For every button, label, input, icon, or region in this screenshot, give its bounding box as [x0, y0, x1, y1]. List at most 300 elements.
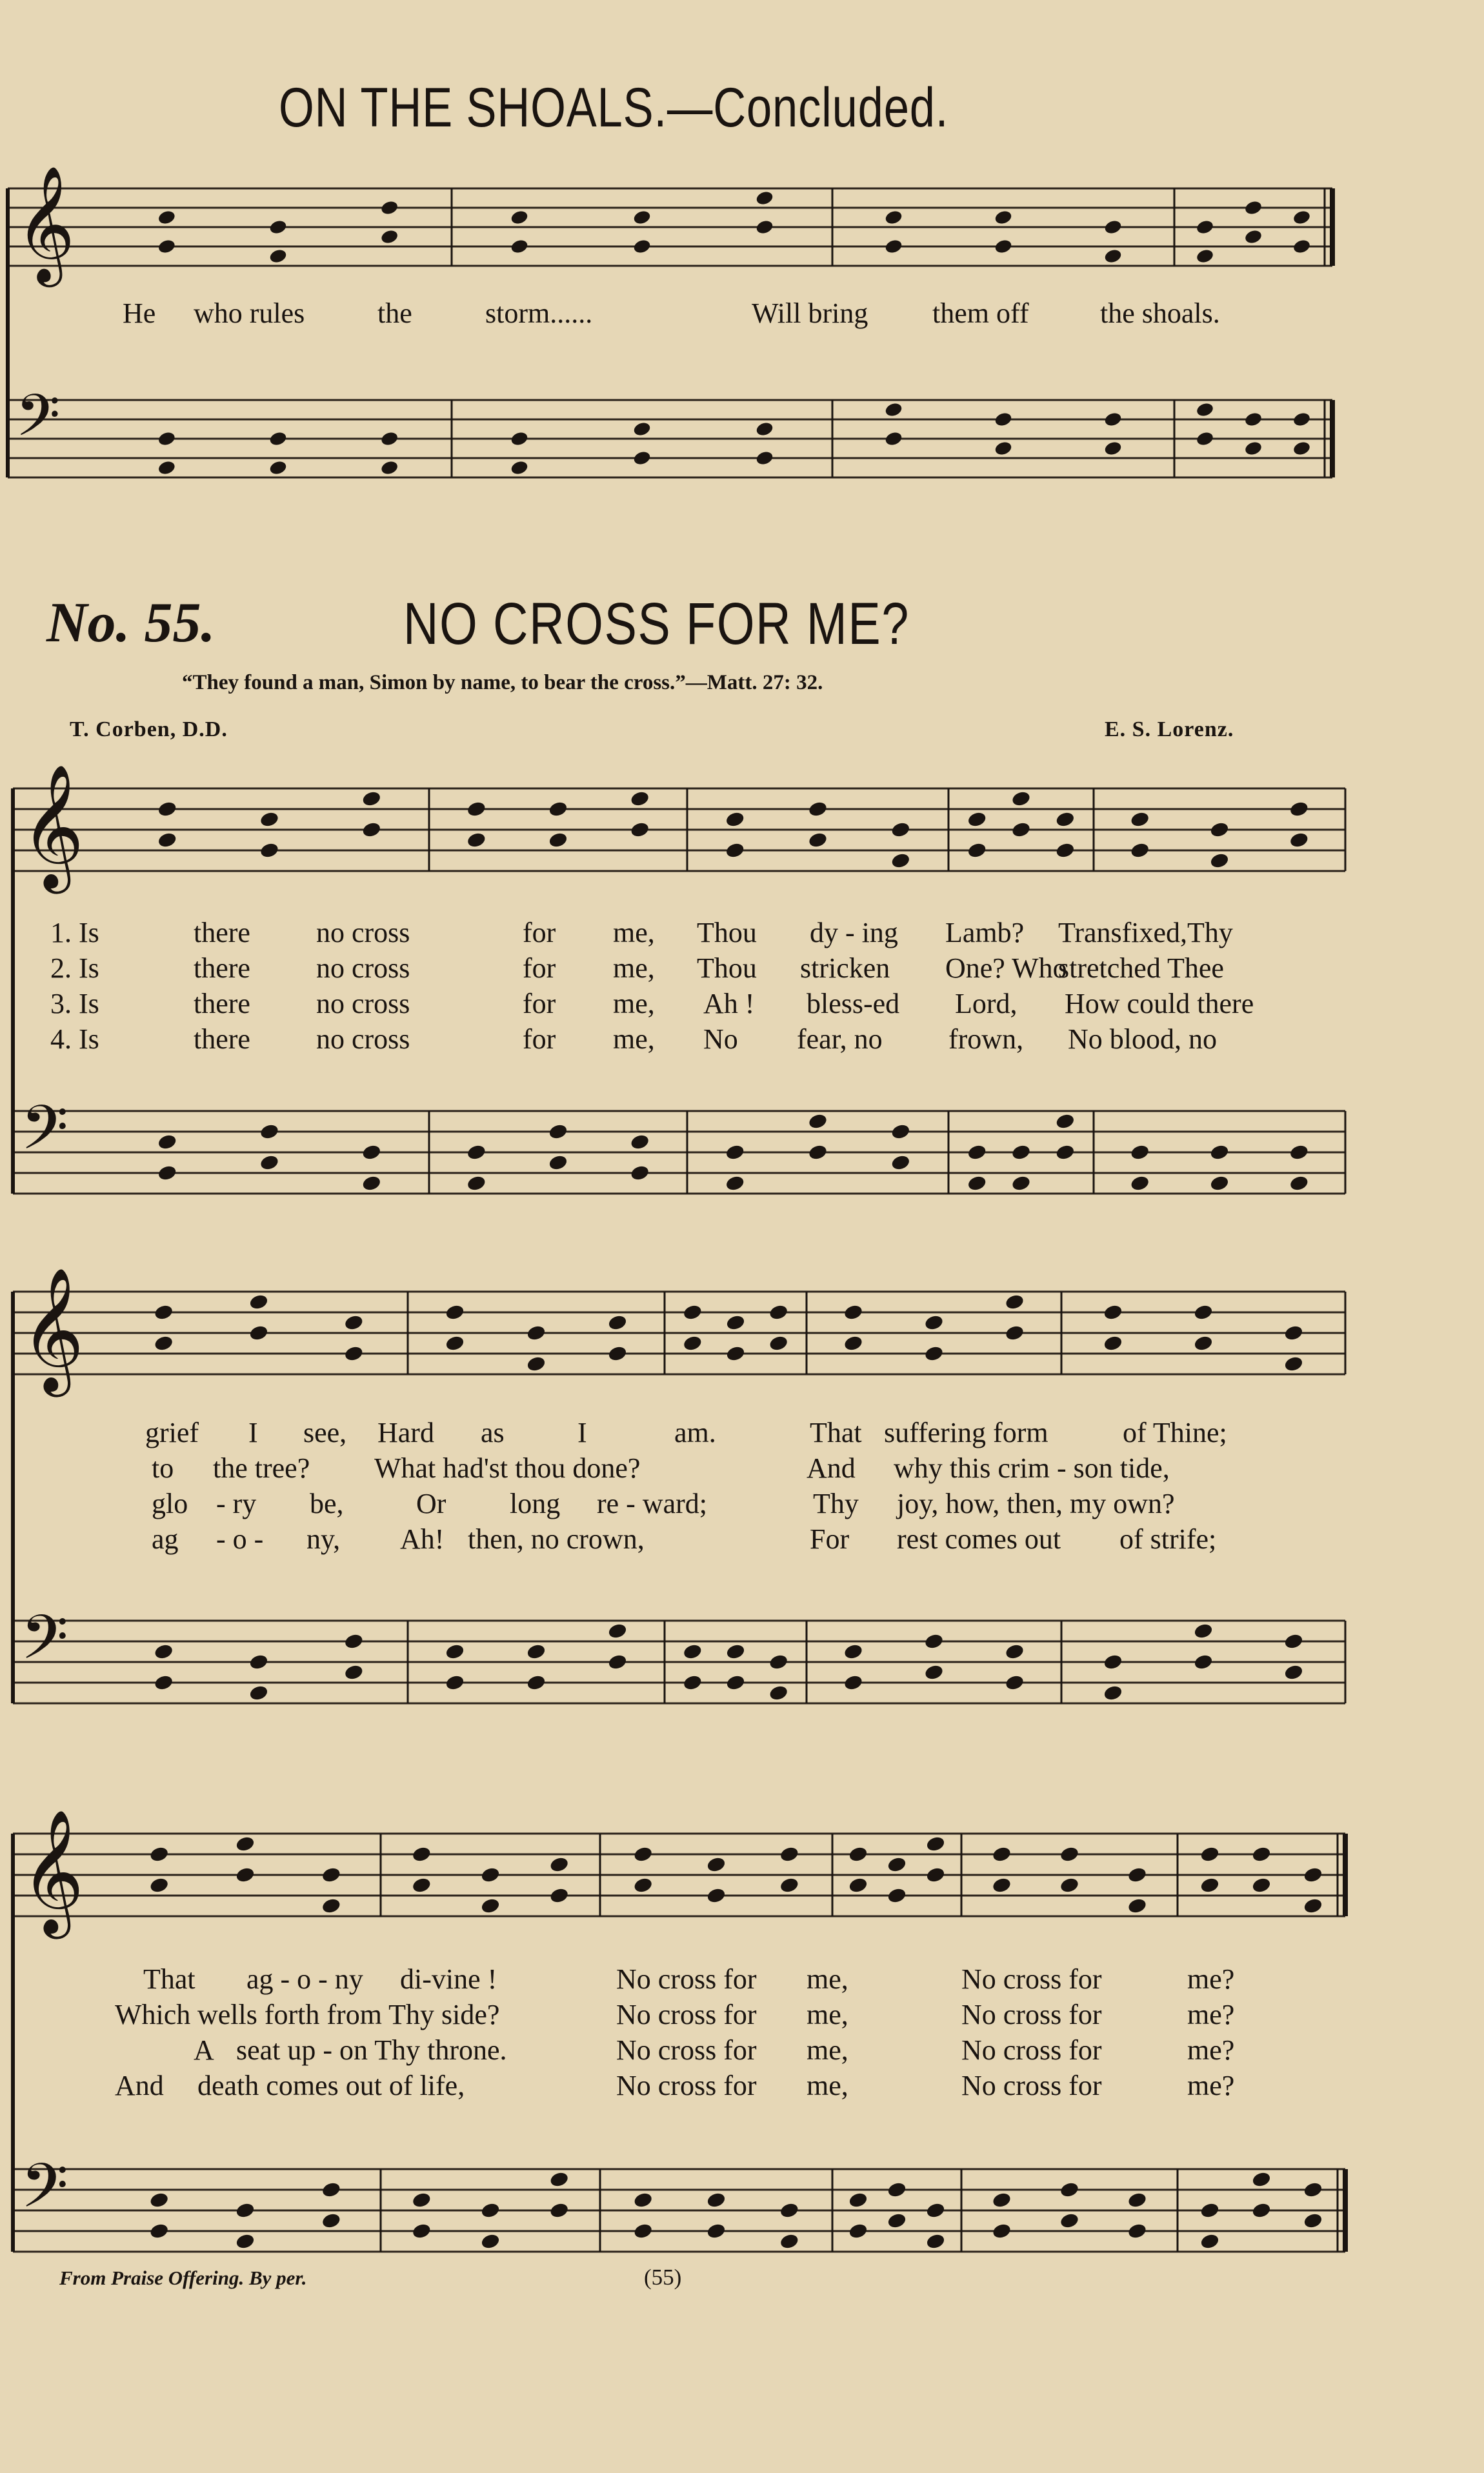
- note-head: [1127, 2191, 1148, 2208]
- note-head: [1103, 1303, 1123, 1321]
- lyric-word: I: [248, 1417, 258, 1448]
- note-head: [890, 852, 911, 869]
- note-head: [1055, 841, 1076, 859]
- note-head: [149, 1876, 170, 1894]
- note-head: [445, 1303, 465, 1321]
- lyric-word: no cross: [316, 1023, 410, 1055]
- lyric-word: why this crim - son tide,: [894, 1452, 1170, 1484]
- note-head: [924, 1345, 945, 1362]
- note-head: [466, 1143, 486, 1161]
- lyric-word: Ah !: [703, 988, 755, 1019]
- note-head: [549, 2170, 570, 2188]
- note-head: [343, 1632, 364, 1650]
- lyric-word: there: [194, 1023, 250, 1055]
- note-head: [779, 2201, 799, 2219]
- note-head: [480, 1897, 501, 1914]
- lyric-word: me?: [1187, 1963, 1235, 1995]
- lyric-word: me,: [807, 1963, 848, 1995]
- note-head: [725, 1143, 745, 1161]
- note-head: [149, 2222, 170, 2239]
- note-head: [755, 450, 774, 466]
- lyric-word: for: [523, 988, 556, 1019]
- lyric-word: Transfixed,Thy: [1058, 917, 1233, 948]
- lyric-word: 3. Is: [50, 988, 99, 1019]
- note-head: [994, 209, 1013, 226]
- note-head: [925, 2232, 946, 2250]
- note-head: [154, 1674, 174, 1691]
- note-head: [154, 1643, 174, 1660]
- note-head: [466, 1174, 486, 1192]
- note-head: [725, 1174, 745, 1192]
- note-head: [549, 2201, 570, 2219]
- treble-clef: 𝄞: [15, 165, 75, 282]
- note-head: [633, 1845, 654, 1863]
- note-head: [411, 1876, 432, 1894]
- note-head: [259, 810, 280, 828]
- lyric-word: I: [577, 1417, 587, 1448]
- note-head: [548, 831, 568, 848]
- note-head: [630, 1133, 650, 1150]
- note-head: [361, 790, 382, 807]
- lyric-word: then, no crown,: [468, 1523, 645, 1555]
- note-head: [157, 831, 177, 848]
- lyric-word: wells forth from Thy side?: [197, 1999, 500, 2030]
- note-head: [157, 430, 176, 447]
- note-head: [361, 1143, 382, 1161]
- lyric-word: No cross for: [961, 2070, 1102, 2101]
- note-head: [1251, 2201, 1272, 2219]
- lyric-word: no cross: [316, 917, 410, 948]
- note-head: [1209, 821, 1230, 838]
- note-head: [1251, 1845, 1272, 1863]
- note-head: [725, 1314, 746, 1331]
- note-head: [1283, 1355, 1304, 1372]
- lyric-word: - o -: [216, 1523, 264, 1555]
- note-head: [235, 1835, 256, 1852]
- note-head: [235, 2201, 256, 2219]
- lyric-word: That: [810, 1417, 862, 1448]
- lyric-word: see,: [303, 1417, 347, 1448]
- note-head: [1303, 1897, 1323, 1914]
- lyric-word: long: [510, 1488, 561, 1519]
- note-head: [248, 1324, 269, 1341]
- note-head: [1011, 821, 1032, 838]
- bass-clef: 𝄢: [21, 2150, 69, 2237]
- note-head: [157, 209, 176, 226]
- note-head: [248, 1684, 269, 1701]
- epigraph: “They found a man, Simon by name, to bear the cross.”—Matt. 27: 32.: [182, 671, 823, 694]
- lyric-word: No cross for: [616, 1999, 757, 2030]
- note-head: [755, 219, 774, 235]
- note-head: [411, 2222, 432, 2239]
- note-head: [1251, 1876, 1272, 1894]
- note-head: [445, 1643, 465, 1660]
- lyric-word: glo: [152, 1488, 188, 1519]
- note-head: [992, 1845, 1012, 1863]
- note-head: [887, 1856, 907, 1873]
- lyric-word: suffering form: [884, 1417, 1048, 1448]
- note-head: [843, 1674, 864, 1691]
- note-head: [1059, 1876, 1080, 1894]
- note-head: [157, 459, 176, 476]
- note-head: [1055, 810, 1076, 828]
- note-head: [321, 2181, 341, 2198]
- note-head: [1292, 238, 1312, 255]
- note-head: [1244, 199, 1263, 216]
- note-head: [268, 219, 288, 235]
- note-head: [1288, 800, 1309, 817]
- note-head: [924, 1632, 945, 1650]
- lyric-word: stricken: [800, 952, 890, 984]
- lyric-word: for: [523, 952, 556, 984]
- bass-clef: 𝄢: [21, 1092, 69, 1179]
- note-head: [1303, 1866, 1323, 1883]
- lyric-word: of Thine;: [1123, 1417, 1227, 1448]
- note-head: [1199, 2232, 1220, 2250]
- note-head: [808, 1112, 828, 1130]
- note-head: [607, 1345, 628, 1362]
- note-head: [725, 841, 745, 859]
- lyric-word: me,: [613, 1023, 655, 1055]
- lyric-word: me,: [807, 2070, 848, 2101]
- lyric-word: me,: [613, 988, 655, 1019]
- lyric-word: No: [703, 1023, 738, 1055]
- note-head: [321, 1866, 341, 1883]
- note-head: [843, 1303, 864, 1321]
- note-head: [526, 1674, 546, 1691]
- note-head: [549, 1887, 570, 1904]
- lyric-word: ag - o - ny: [246, 1963, 363, 1995]
- note-head: [466, 831, 486, 848]
- note-head: [887, 1887, 907, 1904]
- note-head: [526, 1355, 546, 1372]
- hymn-number: No. 55.: [46, 592, 216, 654]
- note-head: [510, 430, 529, 447]
- lyric-word: them off: [932, 297, 1029, 329]
- lyric-word: 1. Is: [50, 917, 99, 948]
- lyric-word: No blood, no: [1068, 1023, 1217, 1055]
- lyric-word: me,: [807, 1999, 848, 2030]
- treble-clef: 𝄞: [21, 764, 85, 889]
- note-head: [1193, 1303, 1214, 1321]
- note-head: [1244, 411, 1263, 428]
- lyric-word: for: [523, 917, 556, 948]
- note-head: [411, 2191, 432, 2208]
- lyric-word: Which: [115, 1999, 191, 2030]
- section-title: ON THE SHOALS.—Concluded.: [279, 77, 949, 139]
- lyric-word: No cross for: [961, 1963, 1102, 1995]
- note-head: [1011, 1174, 1032, 1192]
- note-head: [630, 821, 650, 838]
- note-head: [890, 1123, 911, 1140]
- lyric-word: And: [807, 1452, 856, 1484]
- note-head: [445, 1334, 465, 1352]
- note-head: [925, 1866, 946, 1883]
- note-head: [259, 1123, 280, 1140]
- note-head: [992, 2222, 1012, 2239]
- note-head: [994, 440, 1013, 457]
- lyric-word: Or: [416, 1488, 446, 1519]
- lyric-word: me,: [807, 2034, 848, 2066]
- lyric-word: am.: [674, 1417, 716, 1448]
- note-head: [526, 1643, 546, 1660]
- lyric-word: be,: [310, 1488, 344, 1519]
- lyric-word: for: [523, 1023, 556, 1055]
- lyric-word: bless-ed: [807, 988, 900, 1019]
- note-head: [268, 248, 288, 265]
- note-head: [632, 450, 652, 466]
- note-head: [1130, 1174, 1150, 1192]
- note-head: [549, 1856, 570, 1873]
- note-head: [1127, 2222, 1148, 2239]
- lyric-word: me?: [1187, 1999, 1235, 2030]
- note-head: [967, 1143, 987, 1161]
- note-head: [682, 1674, 703, 1691]
- lyric-word: me,: [613, 917, 655, 948]
- hymn-title: NO CROSS FOR ME?: [403, 591, 910, 657]
- note-head: [411, 1845, 432, 1863]
- note-head: [924, 1314, 945, 1331]
- note-head: [607, 1314, 628, 1331]
- lyric-word: the: [377, 297, 412, 329]
- note-head: [480, 1866, 501, 1883]
- note-head: [1199, 2201, 1220, 2219]
- note-head: [848, 2191, 868, 2208]
- note-head: [967, 810, 987, 828]
- lyric-word: No cross for: [961, 2034, 1102, 2066]
- note-head: [632, 238, 652, 255]
- note-head: [1130, 841, 1150, 859]
- note-head: [1244, 228, 1263, 245]
- note-head: [1209, 852, 1230, 869]
- note-head: [967, 841, 987, 859]
- page-number: (55): [644, 2265, 682, 2290]
- note-head: [380, 199, 399, 216]
- note-head: [887, 2181, 907, 2198]
- lyric-word: That: [143, 1963, 196, 1995]
- note-head: [1251, 2170, 1272, 2188]
- note-head: [466, 800, 486, 817]
- treble-clef: 𝄞: [21, 1809, 85, 1934]
- note-head: [510, 238, 529, 255]
- note-head: [1288, 1143, 1309, 1161]
- note-head: [1130, 1143, 1150, 1161]
- note-head: [725, 810, 745, 828]
- note-head: [706, 1856, 727, 1873]
- note-head: [768, 1653, 789, 1670]
- note-head: [994, 238, 1013, 255]
- lyric-word: Thou: [697, 952, 757, 984]
- note-head: [632, 209, 652, 226]
- lyric-word: frown,: [948, 1023, 1024, 1055]
- note-head: [321, 1897, 341, 1914]
- note-head: [548, 1123, 568, 1140]
- note-head: [843, 1643, 864, 1660]
- lyric-word: re - ward;: [597, 1488, 708, 1519]
- note-head: [1303, 2212, 1323, 2229]
- note-head: [510, 209, 529, 226]
- note-head: [343, 1314, 364, 1331]
- note-head: [630, 1164, 650, 1181]
- lyric-word: ag: [152, 1523, 179, 1555]
- note-head: [1199, 1845, 1220, 1863]
- lyric-word: No cross for: [616, 1963, 757, 1995]
- lyric-word: me?: [1187, 2070, 1235, 2101]
- lyric-word: Thy: [813, 1488, 859, 1519]
- lyric-word: me,: [613, 952, 655, 984]
- note-head: [1292, 411, 1312, 428]
- lyric-word: stretched Thee: [1058, 952, 1224, 984]
- treble-clef: 𝄞: [21, 1267, 85, 1392]
- note-head: [632, 421, 652, 437]
- note-head: [768, 1334, 789, 1352]
- note-head: [633, 1876, 654, 1894]
- note-head: [380, 228, 399, 245]
- lyric-word: No cross for: [961, 1999, 1102, 2030]
- note-head: [1283, 1324, 1304, 1341]
- note-head: [154, 1334, 174, 1352]
- note-head: [607, 1622, 628, 1639]
- note-head: [884, 209, 903, 226]
- note-head: [706, 2222, 727, 2239]
- note-head: [1283, 1632, 1304, 1650]
- note-head: [526, 1324, 546, 1341]
- note-head: [1196, 430, 1215, 447]
- note-head: [884, 238, 903, 255]
- note-head: [1103, 411, 1123, 428]
- note-head: [924, 1663, 945, 1681]
- note-head: [768, 1684, 789, 1701]
- note-head: [154, 1303, 174, 1321]
- lyric-word: dy - ing: [810, 917, 898, 948]
- lyric-word: He: [123, 297, 156, 329]
- note-head: [755, 421, 774, 437]
- note-head: [1103, 248, 1123, 265]
- lyric-word: One? Who: [945, 952, 1067, 984]
- note-head: [1283, 1663, 1304, 1681]
- note-head: [149, 2191, 170, 2208]
- note-head: [682, 1643, 703, 1660]
- lyric-word: the tree?: [213, 1452, 310, 1484]
- note-head: [1103, 1334, 1123, 1352]
- note-head: [768, 1303, 789, 1321]
- note-head: [1055, 1143, 1076, 1161]
- note-head: [808, 831, 828, 848]
- lyric-word: What had'st thou done?: [374, 1452, 641, 1484]
- lyric-word: Will bring: [752, 297, 868, 329]
- note-head: [992, 1876, 1012, 1894]
- note-head: [548, 1154, 568, 1171]
- lyric-word: there: [194, 988, 250, 1019]
- note-head: [149, 1845, 170, 1863]
- note-head: [779, 1845, 799, 1863]
- note-head: [1244, 440, 1263, 457]
- note-head: [925, 1835, 946, 1852]
- note-head: [884, 401, 903, 418]
- note-head: [1127, 1866, 1148, 1883]
- note-head: [1005, 1674, 1025, 1691]
- lyric-word: who rules: [194, 297, 305, 329]
- note-head: [157, 1133, 177, 1150]
- lyric-word: Lamb?: [945, 917, 1025, 948]
- lyric-word: of strife;: [1119, 1523, 1217, 1555]
- lyric-word: No cross for: [616, 2034, 757, 2066]
- lyric-word: Lord,: [955, 988, 1018, 1019]
- note-head: [1303, 2181, 1323, 2198]
- note-head: [1199, 1876, 1220, 1894]
- note-head: [248, 1653, 269, 1670]
- lyric-word: as: [481, 1417, 505, 1448]
- note-head: [808, 1143, 828, 1161]
- note-head: [1011, 790, 1032, 807]
- note-head: [380, 459, 399, 476]
- lyric-word: storm......: [485, 297, 593, 329]
- note-head: [480, 2232, 501, 2250]
- note-head: [779, 1876, 799, 1894]
- lyric-word: Hard: [377, 1417, 434, 1448]
- lyric-word: the shoals.: [1100, 297, 1220, 329]
- note-head: [1127, 1897, 1148, 1914]
- note-head: [992, 2191, 1012, 2208]
- lyric-word: ny,: [306, 1523, 341, 1555]
- note-head: [848, 2222, 868, 2239]
- lyric-word: 4. Is: [50, 1023, 99, 1055]
- note-head: [343, 1345, 364, 1362]
- lyric-word: death comes out of life,: [197, 2070, 465, 2101]
- lyric-word: there: [194, 917, 250, 948]
- note-head: [1059, 2181, 1080, 2198]
- note-head: [1055, 1112, 1076, 1130]
- note-head: [1011, 1143, 1032, 1161]
- note-head: [1005, 1324, 1025, 1341]
- lyric-word: rest comes out: [897, 1523, 1061, 1555]
- note-head: [994, 411, 1013, 428]
- note-head: [343, 1663, 364, 1681]
- note-head: [808, 800, 828, 817]
- note-head: [633, 2222, 654, 2239]
- note-head: [445, 1674, 465, 1691]
- note-head: [480, 2201, 501, 2219]
- note-head: [1059, 1845, 1080, 1863]
- note-head: [630, 790, 650, 807]
- note-head: [259, 841, 280, 859]
- note-head: [1193, 1622, 1214, 1639]
- note-head: [1209, 1174, 1230, 1192]
- note-head: [925, 2201, 946, 2219]
- lyric-word: Thou: [697, 917, 757, 948]
- note-head: [1193, 1334, 1214, 1352]
- lyric-word: di-vine !: [400, 1963, 497, 1995]
- note-head: [1288, 1174, 1309, 1192]
- note-head: [1005, 1643, 1025, 1660]
- note-head: [235, 2232, 256, 2250]
- note-head: [1292, 440, 1312, 457]
- note-head: [1103, 1684, 1123, 1701]
- note-head: [361, 821, 382, 838]
- note-head: [1059, 2212, 1080, 2229]
- note-head: [361, 1174, 382, 1192]
- note-head: [725, 1345, 746, 1362]
- note-head: [755, 190, 774, 206]
- note-head: [884, 430, 903, 447]
- lyric-word: me?: [1187, 2034, 1235, 2066]
- note-head: [380, 430, 399, 447]
- note-head: [1292, 209, 1312, 226]
- source-credit: From Praise Offering. By per.: [59, 2267, 307, 2289]
- note-head: [607, 1653, 628, 1670]
- note-head: [633, 2191, 654, 2208]
- note-head: [887, 2212, 907, 2229]
